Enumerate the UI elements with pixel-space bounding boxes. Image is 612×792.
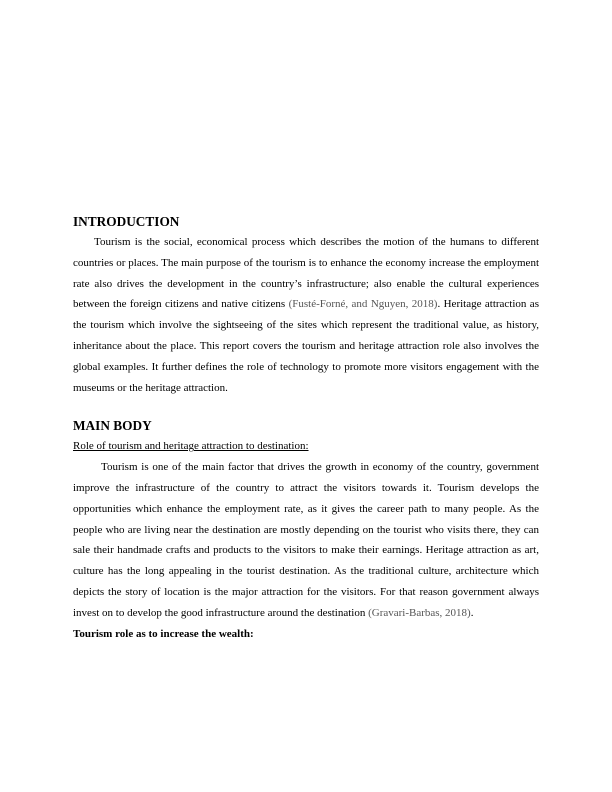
- main-body-text-end: .: [470, 606, 474, 619]
- main-body-text: Tourism is one of the main factor that drives the growth in economy of the country, government improve the infrastructure of the country to attract the visitors towards it. Tourism develops the opportunities which enhance the employment rate, as it gives the career path to many people. As the people who are living near the destination are mostly depending on the tourist who visits there, they can sale their handmade crafts and products to the visitors to make their earnings. Heritage attraction as art, culture has the long appealing in the tourist destination. As the traditional culture, architecture which depicts the story of location is the major attraction for the visitors. For that reason government always invest on to develop the good infrastructure around the destination: [73, 461, 539, 619]
- introduction-paragraph: [73, 232, 539, 398]
- main-body-heading: MAIN BODY: [73, 418, 152, 434]
- main-body-paragraph: [73, 457, 539, 623]
- introduction-heading: INTRODUCTION: [73, 214, 180, 229]
- main-body-citation: (Gravari-Barbas, 2018): [368, 606, 471, 619]
- role-of-tourism-subheading: Role of tourism and heritage attraction to destination:: [73, 440, 309, 453]
- page-content: [73, 212, 539, 644]
- section-spacer: [73, 398, 539, 416]
- introduction-citation: (Fusté-Forné, and Nguyen, 2018): [288, 298, 438, 311]
- tourism-wealth-subheading: Tourism role as to increase the wealth:: [73, 627, 254, 640]
- introduction-text: Tourism is the social, economical process which describes the motion of the humans to different countries or places. The main purpose of the tourism is to enhance the economy increase the employment rate also drives the development in the country’s infrastructure; also enable the cultural experiences between the foreign citizens and native citizens: [73, 236, 539, 311]
- introduction-text-after: . Heritage attraction as the tourism which involve the sightseeing of the sites which represent the traditional value, as history, inheritance about the place. This report covers the tourism and heritage attraction role also involves the global examples. It further defines the role of technology to promote more visitors engagement with the museums or the heritage attraction.: [73, 298, 539, 394]
